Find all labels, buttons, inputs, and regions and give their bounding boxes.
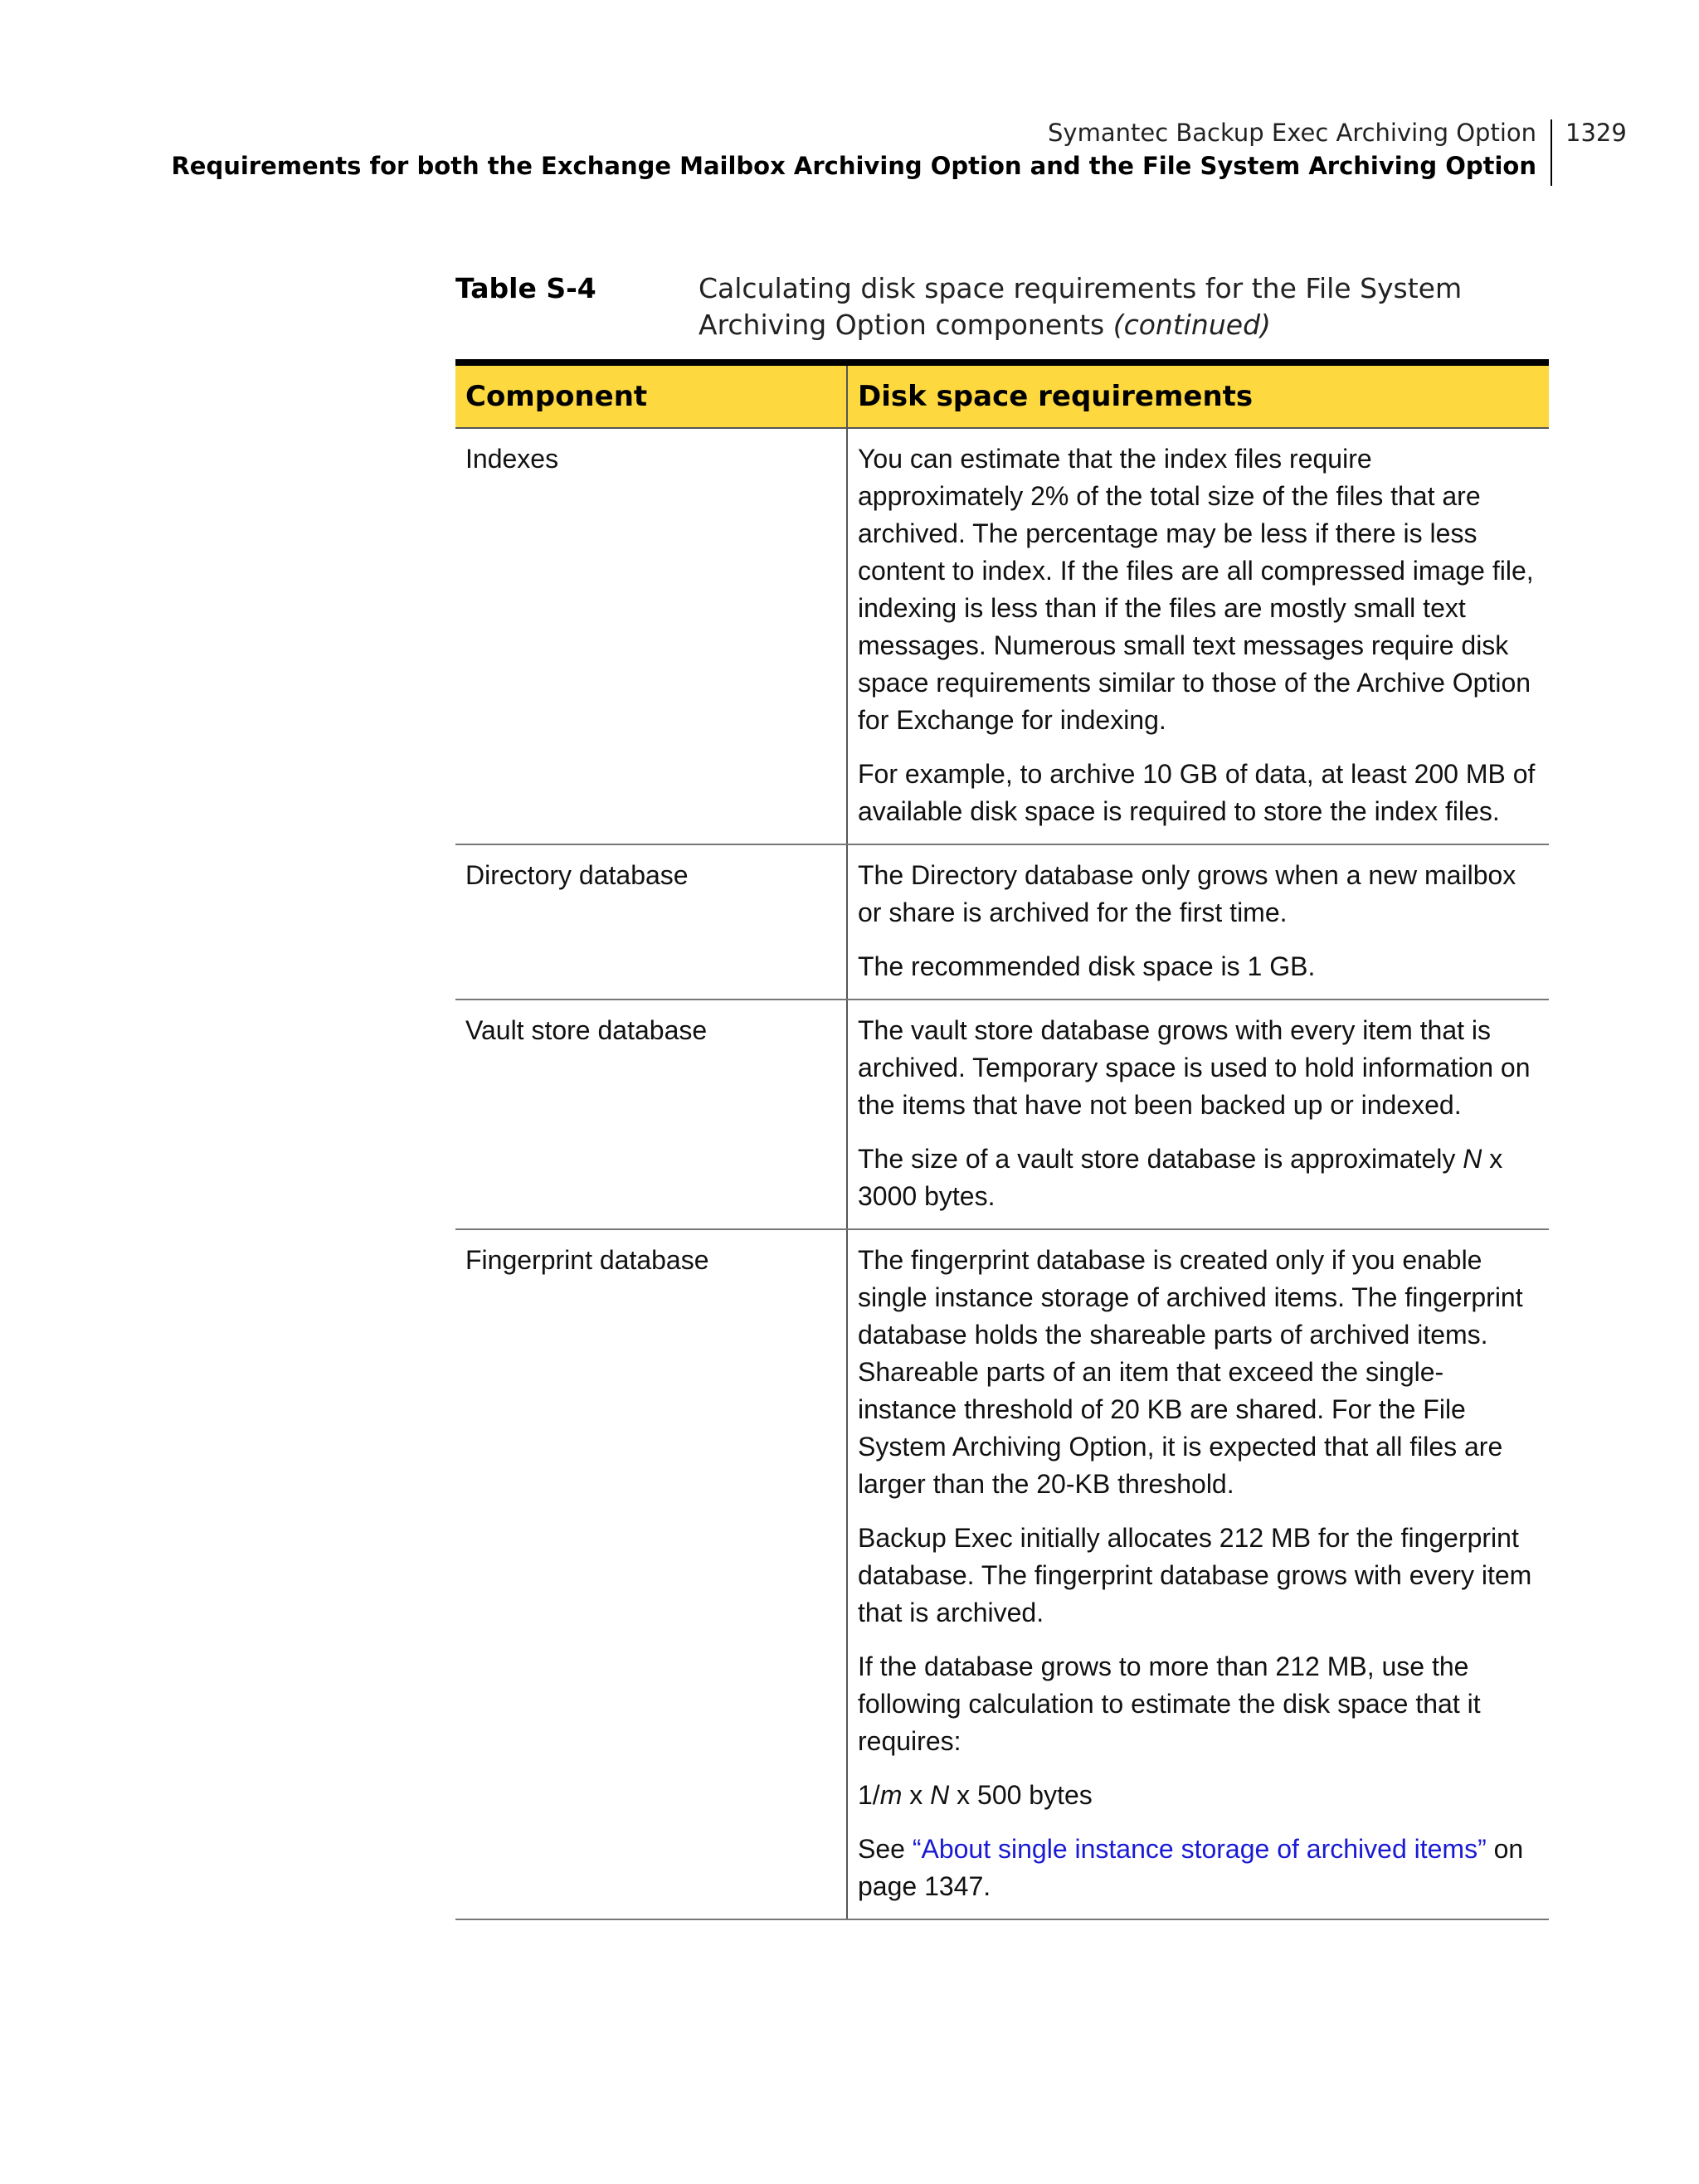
paragraph-text: The size of a vault store database is approximately bbox=[858, 1144, 1463, 1174]
page-header bbox=[0, 116, 1699, 199]
paragraph-text: x 3000 bytes. bbox=[858, 1144, 1503, 1211]
requirements-paragraph: The fingerprint database is created only if you enable single instance storage of archived items. The fingerprint database holds the shareable parts of archived items. Shareable parts of an item that exceed the single-instance threshold of 20 KB are shared. For the File System Archiving Option, it is expected that all files are larger than the 20-KB threshold. bbox=[858, 1245, 1523, 1499]
header-divider bbox=[1551, 119, 1552, 186]
requirements-paragraph: If the database grows to more than 212 MB, use the following calculation to estimate the disk space that it requires: bbox=[858, 1651, 1481, 1756]
table-caption bbox=[455, 270, 1551, 345]
requirements-table bbox=[455, 359, 1549, 1920]
table-row bbox=[455, 1229, 1549, 1919]
component-cell: Directory database bbox=[455, 844, 847, 1000]
component-cell: Vault store database bbox=[455, 1000, 847, 1229]
column-header-component: Component bbox=[455, 362, 847, 428]
requirements-paragraph: The Directory database only grows when a new mailbox or share is archived for the first time. bbox=[858, 860, 1516, 927]
requirements-cell bbox=[847, 1229, 1549, 1919]
requirements-cell bbox=[847, 1000, 1549, 1229]
variable-n: N bbox=[930, 1780, 950, 1810]
formula-text: x bbox=[902, 1780, 931, 1810]
requirements-paragraph: You can estimate that the index files require approximately 2% of the total size of the files that are archived. The percentage may be less if there is less content to index. If the files are all compressed image file, indexing is less than if the files are mostly small text messages. Numerous small text messages require disk space requirements similar to those of the Archive Option for Exchange for indexing. bbox=[858, 444, 1534, 735]
table-row bbox=[455, 1000, 1549, 1229]
table-header-row bbox=[455, 362, 1549, 428]
header-chapter-title: Symantec Backup Exec Archiving Option bbox=[1048, 119, 1536, 147]
table-row bbox=[455, 844, 1549, 1000]
table-row bbox=[455, 428, 1549, 844]
requirements-paragraph: Backup Exec initially allocates 212 MB for the fingerprint database. The fingerprint database grows with every item that is archived. bbox=[858, 1523, 1532, 1627]
cross-reference-link[interactable]: “About single instance storage of archived items” bbox=[912, 1834, 1487, 1864]
see-also-paragraph bbox=[858, 1831, 1539, 1905]
requirements-paragraph: The recommended disk space is 1 GB. bbox=[858, 951, 1316, 981]
variable-n: N bbox=[1463, 1144, 1482, 1174]
component-cell: Fingerprint database bbox=[455, 1229, 847, 1919]
formula-text: x 500 bytes bbox=[949, 1780, 1093, 1810]
requirements-paragraph: For example, to archive 10 GB of data, at least 200 MB of available disk space is required to store the index files. bbox=[858, 759, 1536, 826]
see-prefix: See bbox=[858, 1834, 913, 1864]
page-number: 1329 bbox=[1565, 119, 1627, 147]
formula-text: 1/ bbox=[858, 1780, 880, 1810]
requirements-cell bbox=[847, 844, 1549, 1000]
table-caption-title: Calculating disk space requirements for the File System Archiving Option components bbox=[699, 272, 1463, 341]
requirements-paragraph bbox=[858, 1141, 1539, 1215]
column-header-disk-space: Disk space requirements bbox=[847, 362, 1549, 428]
header-section-title: Requirements for both the Exchange Mailbox Archiving Option and the File System Archiving Option bbox=[171, 152, 1536, 180]
table-caption-continued: (continued) bbox=[1112, 309, 1271, 341]
formula-paragraph bbox=[858, 1777, 1539, 1814]
component-cell: Indexes bbox=[455, 428, 847, 844]
header-text-block bbox=[171, 116, 1536, 182]
see-suffix: on page 1347. bbox=[858, 1834, 1524, 1901]
requirements-cell bbox=[847, 428, 1549, 844]
table-caption-label: Table S-4 bbox=[455, 272, 596, 304]
variable-m: m bbox=[879, 1780, 903, 1810]
requirements-paragraph: The vault store database grows with every item that is archived. Temporary space is used to hold information on the items that have not been backed up or indexed. bbox=[858, 1015, 1531, 1120]
table-caption-text bbox=[699, 270, 1553, 343]
